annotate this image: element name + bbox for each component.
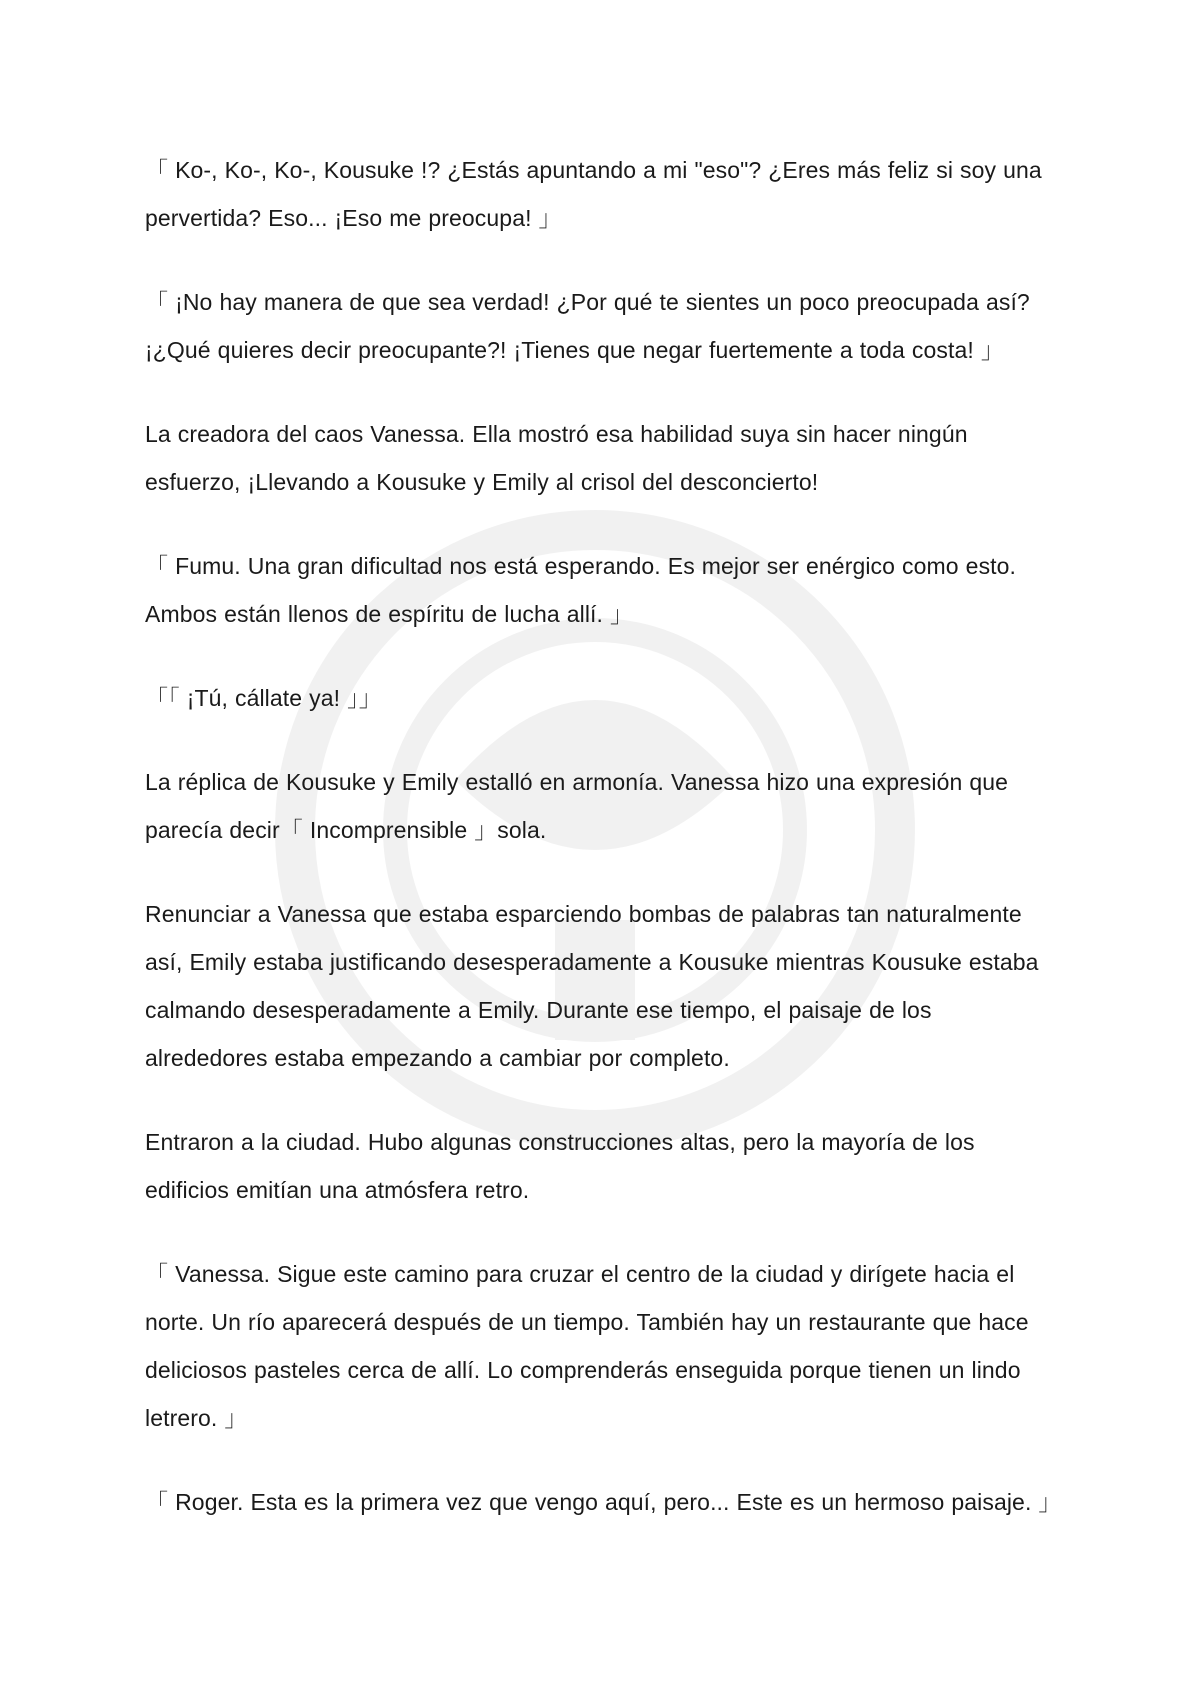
paragraph: 「 Ko-, Ko-, Ko-, Kousuke !? ¿Estás apuntando a mi "eso"? ¿Eres más feliz si soy una pervertida? Eso... ¡Eso me preocupa! 」 — [145, 157, 1042, 231]
paragraph: Entraron a la ciudad. Hubo algunas construcciones altas, pero la mayoría de los edificios emitían una atmósfera retro. — [145, 1129, 975, 1203]
paragraph: 「「 ¡Tú, cállate ya! 」」 — [145, 685, 382, 711]
story-text — [145, 146, 1062, 1562]
paragraph: 「 Vanessa. Sigue este camino para cruzar el centro de la ciudad y dirígete hacia el norte. Un río aparecerá después de un tiempo. También hay un restaurante que hace deliciosos pasteles cerca de allí. Lo comprenderás enseguida porque tienen un lindo letrero. 」 — [145, 1261, 1029, 1431]
paragraph: 「 Fumu. Una gran dificultad nos está esperando. Es mejor ser enérgico como esto. Ambos están llenos de espíritu de lucha allí. 」 — [145, 553, 1017, 627]
paragraph: La creadora del caos Vanessa. Ella mostró esa habilidad suya sin hacer ningún esfuerzo, ¡Llevando a Kousuke y Emily al crisol del desconcierto! — [145, 421, 968, 495]
paragraph: 「 ¡No hay manera de que sea verdad! ¿Por qué te sientes un poco preocupada así? ¡¿Qué quieres decir preocupante?! ¡Tienes que negar fuertemente a toda costa! 」 — [145, 289, 1030, 363]
paragraph: Renunciar a Vanessa que estaba esparciendo bombas de palabras tan naturalmente así, Emily estaba justificando desesperadamente a Kousuke mientras Kousuke estaba calmando desesperadamente a Emily. Durante ese tiempo, el paisaje de los alrededores estaba empezando a cambiar por completo. — [145, 901, 1039, 1071]
paragraph: 「 Roger. Esta es la primera vez que vengo aquí, pero... Este es un hermoso paisaje. 」 — [145, 1489, 1062, 1515]
paragraph: La réplica de Kousuke y Emily estalló en armonía. Vanessa hizo una expresión que parecía decir「 Incomprensible 」sola. — [145, 769, 1009, 843]
